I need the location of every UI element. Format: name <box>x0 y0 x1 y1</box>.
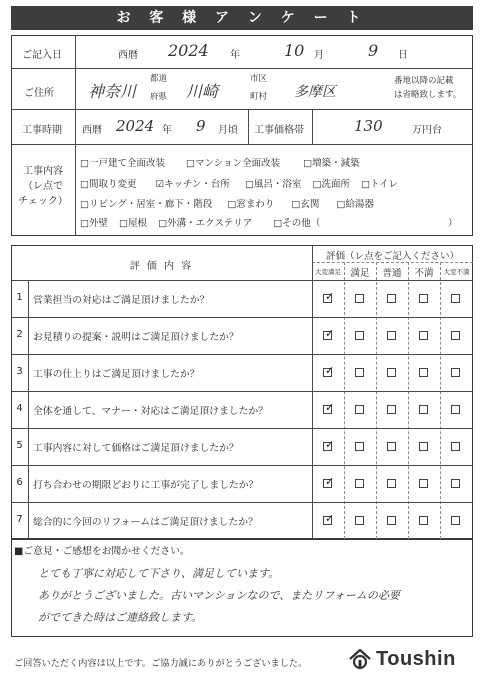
checkbox-item[interactable]: □洗面所 <box>312 179 350 190</box>
address-town[interactable]: 多摩区 <box>294 84 336 100</box>
entry-date-month[interactable]: 10 <box>284 41 305 60</box>
footer-thanks: ご回答いただく内容は以上です。ご協力誠にありがとうございました。 <box>14 658 308 669</box>
rating-checkbox[interactable] <box>451 294 460 303</box>
question-number: 5 <box>16 439 23 451</box>
survey-title: お 客 様 ア ン ケ ー ト <box>11 6 473 30</box>
rating-checkbox[interactable] <box>451 516 460 525</box>
rating-checkbox[interactable] <box>387 442 396 451</box>
question-number: 6 <box>16 476 23 488</box>
question-number: 7 <box>16 513 23 525</box>
checkbox-item[interactable]: □給湯器 <box>336 199 374 210</box>
rating-checkbox[interactable] <box>451 368 460 377</box>
work-content-label-line3: チェック） <box>18 196 68 207</box>
entry-date-year[interactable]: 2024 <box>168 41 209 60</box>
rating-header: 評価（レ点をご記入ください） <box>325 251 459 262</box>
checkbox-item[interactable]: □リビング・居室・廊下・階段 <box>80 199 213 210</box>
column-satisfied: 満足 <box>350 268 370 279</box>
checkbox-item[interactable]: □一戸建て全面改装 <box>80 158 165 169</box>
column-very-dissatisfied: 大変不満 <box>443 268 470 276</box>
rating-checkbox[interactable] <box>355 368 364 377</box>
question-number: 1 <box>16 291 23 303</box>
price-unit: 万円台 <box>412 125 442 136</box>
column-neutral: 普通 <box>382 268 402 279</box>
work-content-label <box>11 164 75 209</box>
work-content-label-line2: （レ点で <box>23 181 63 192</box>
price-label: 工事価格帯 <box>254 125 304 136</box>
city-suffix-bottom: 町村 <box>250 92 268 102</box>
house-logo-icon <box>348 647 372 671</box>
work-period-era: 西暦 <box>82 125 102 136</box>
question-text: 打ち合わせの期限どおりに工事が完了しましたか？ <box>33 479 259 491</box>
rating-checkbox[interactable] <box>451 442 460 451</box>
question-text: 全体を通して、マナー・対応はご満足頂けましたか？ <box>33 405 268 417</box>
checkbox-item[interactable]: □トイレ <box>361 179 399 190</box>
rating-checkbox[interactable] <box>355 331 364 340</box>
pref-suffix-bottom: 府県 <box>150 92 168 102</box>
checkbox-item[interactable]: □その他（ <box>273 218 321 229</box>
question-number: 2 <box>16 328 23 340</box>
address-prefecture[interactable]: 神奈川 <box>88 82 137 101</box>
work-period-label: 工事時期 <box>22 125 62 136</box>
comment-line-1[interactable]: とても丁寧に対応して下さり、満足しています。 <box>38 567 280 580</box>
rating-checkbox[interactable] <box>355 294 364 303</box>
question-text: 営業担当の対応はご満足頂けましたか？ <box>33 294 210 306</box>
checkbox-item[interactable]: □外壁 <box>80 218 108 229</box>
checkbox-item[interactable]: □玄関 <box>291 199 320 210</box>
rating-checkbox[interactable] <box>419 405 428 414</box>
rating-checkbox[interactable] <box>419 516 428 525</box>
rating-checkbox[interactable] <box>419 294 428 303</box>
checkbox-item[interactable]: □間取り変更 <box>80 179 137 190</box>
rating-checkbox[interactable] <box>387 516 396 525</box>
column-very-satisfied: 大変満足 <box>315 268 341 276</box>
checkbox-item[interactable]: □増築・減築 <box>303 158 360 169</box>
rating-checkbox[interactable] <box>387 294 396 303</box>
rating-checkbox-checked[interactable] <box>323 516 332 525</box>
question-number: 3 <box>16 365 23 377</box>
address-note-line1: 番地以降の記載 <box>394 76 454 86</box>
rating-checkbox[interactable] <box>387 479 396 488</box>
work-period-year-unit: 年 <box>162 125 172 136</box>
company-logo-text: Toushin <box>376 648 456 670</box>
checkbox-item[interactable]: □外溝・エクステリア <box>158 218 253 229</box>
pref-suffix-top: 都道 <box>150 74 168 84</box>
rating-checkbox[interactable] <box>419 368 428 377</box>
rating-checkbox-checked[interactable] <box>323 331 332 340</box>
checkbox-item-checked[interactable]: ☑キッチン・台所 <box>155 179 230 190</box>
entry-date-month-unit: 月 <box>314 50 324 61</box>
rating-checkbox[interactable] <box>387 368 396 377</box>
comment-line-2[interactable]: ありがとうございました。古いマンションなので、またリフォームの必要 <box>38 589 400 602</box>
question-text: 総合的に今回のリフォームはご満足頂けましたか？ <box>33 516 258 528</box>
rating-checkbox[interactable] <box>355 405 364 414</box>
checkbox-item[interactable]: □窓まわり <box>227 199 275 210</box>
evaluation-header: 評 価 内 容 <box>129 261 194 272</box>
question-text: 工事の仕上りはご満足頂けましたか？ <box>33 368 200 380</box>
rating-checkbox[interactable] <box>387 405 396 414</box>
entry-date-year-unit: 年 <box>230 50 240 61</box>
work-period-month[interactable]: 9 <box>196 117 206 135</box>
rating-checkbox[interactable] <box>451 479 460 488</box>
column-dissatisfied: 不満 <box>414 268 434 279</box>
entry-date-day[interactable]: 9 <box>368 41 379 60</box>
checkbox-item[interactable]: □風呂・浴室 <box>244 179 302 190</box>
address-label: ご住所 <box>24 88 54 99</box>
work-content-label-line1: 工事内容 <box>23 166 63 177</box>
comment-line-3[interactable]: がでてきた時はご連絡致します。 <box>38 611 203 624</box>
rating-checkbox[interactable] <box>387 331 396 340</box>
rating-checkbox-checked[interactable] <box>323 368 332 377</box>
rating-checkbox[interactable] <box>419 479 428 488</box>
checkbox-item[interactable]: □マンション全面改装 <box>186 158 281 169</box>
rating-checkbox[interactable] <box>451 331 460 340</box>
work-content-row1 <box>80 155 368 169</box>
entry-date-era: 西暦 <box>118 50 138 61</box>
work-content-row2 <box>80 176 406 190</box>
entry-date-label: ご記入日 <box>22 50 62 61</box>
rating-checkbox[interactable] <box>419 442 428 451</box>
work-content-row4 <box>80 215 328 229</box>
rating-checkbox-checked[interactable] <box>323 479 332 488</box>
question-number: 4 <box>16 402 23 414</box>
checkbox-item[interactable]: □屋根 <box>119 218 148 229</box>
address-city[interactable]: 川崎 <box>186 82 219 101</box>
rating-checkbox[interactable] <box>355 442 364 451</box>
rating-checkbox-checked[interactable] <box>323 405 332 414</box>
comments-label: ■ご意見・ご感想をお聞かせください。 <box>14 546 190 557</box>
work-period-month-unit: 月頃 <box>218 125 238 136</box>
rating-checkbox[interactable] <box>451 405 460 414</box>
rating-checkbox-checked[interactable] <box>323 294 332 303</box>
work-period-year[interactable]: 2024 <box>116 117 155 135</box>
price-value[interactable]: 130 <box>354 117 383 135</box>
city-suffix-top: 市区 <box>250 74 268 84</box>
address-note-line2: は省略致します。 <box>394 90 462 100</box>
rating-checkbox[interactable] <box>355 516 364 525</box>
work-content-row3 <box>80 196 382 210</box>
question-text: 工事内容に対して価格はご満足頂けましたか？ <box>33 442 239 454</box>
rating-checkbox[interactable] <box>355 479 364 488</box>
rating-checkbox[interactable] <box>419 331 428 340</box>
rating-checkbox-checked[interactable] <box>323 442 332 451</box>
question-text: お見積りの提案・説明はご満足頂けましたか？ <box>33 331 239 343</box>
entry-date-day-unit: 日 <box>398 50 408 61</box>
evaluation-table <box>11 245 473 539</box>
other-close-paren: ） <box>448 218 458 229</box>
